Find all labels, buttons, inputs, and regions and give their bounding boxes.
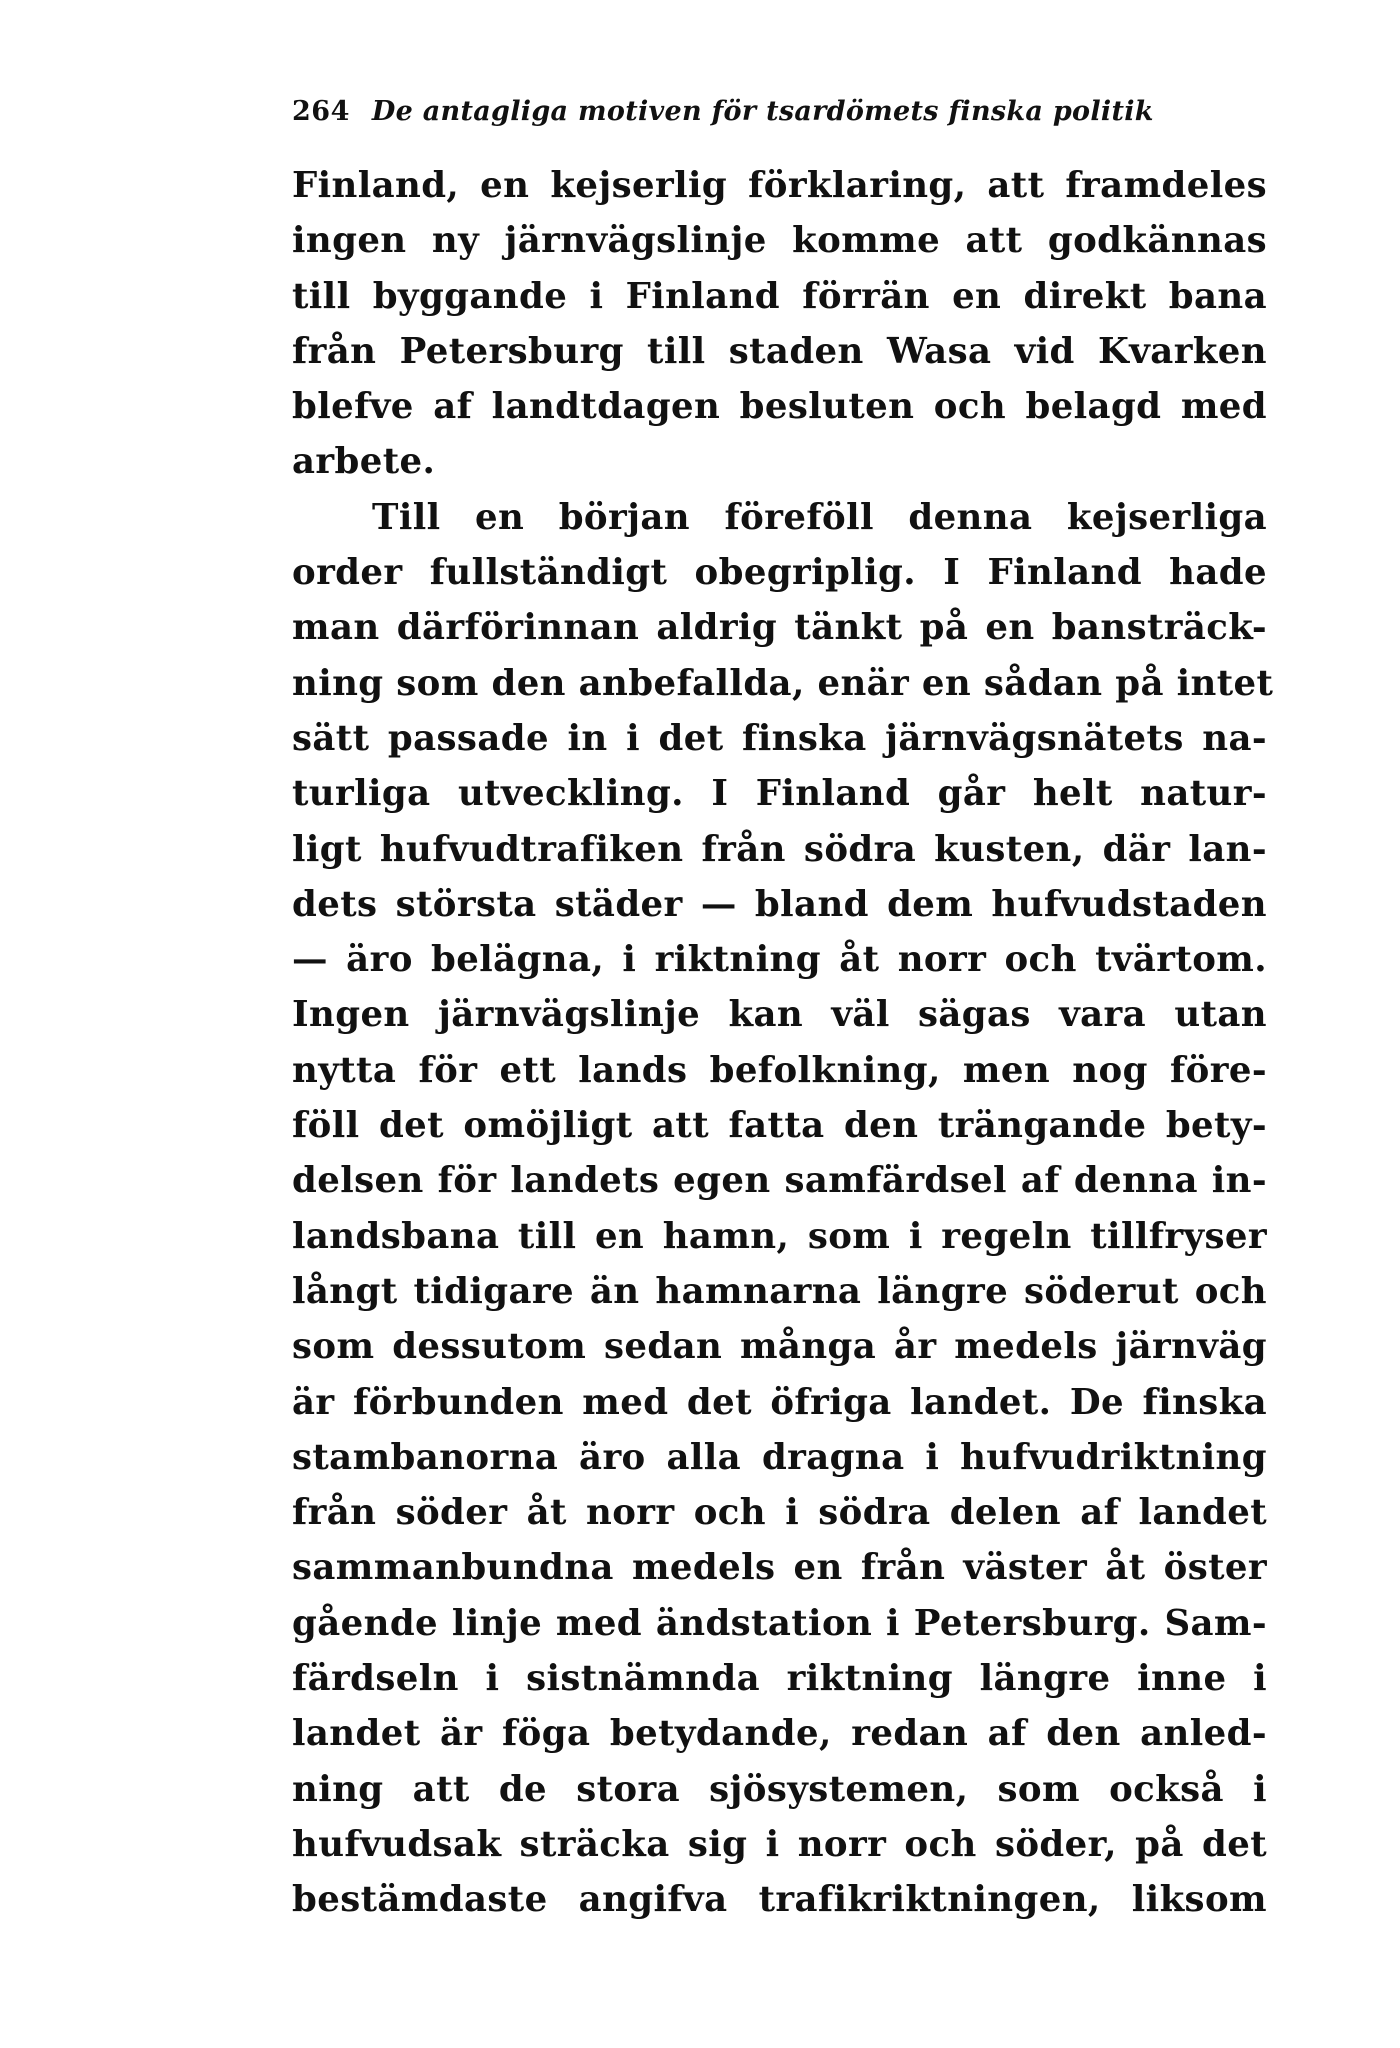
text-line: Ingen järnvägslinje kan väl sägas vara utan [292, 994, 1267, 1036]
text-line: bestämdaste angifva trafikriktningen, liksom [292, 1879, 1267, 1921]
text-line: — äro belägna, i riktning åt norr och tvärtom. [292, 939, 1267, 981]
text-line: föll det omöjligt att fatta den trängande bety- [292, 1105, 1267, 1147]
text-line: från söder åt norr och i södra delen af landet [292, 1492, 1267, 1534]
text-line: blefve af landtdagen besluten och belagd med [292, 386, 1267, 428]
text-line: till byggande i Finland förrän en direkt bana [292, 275, 1267, 317]
page-number: 264 [292, 96, 350, 127]
body-text [292, 158, 1274, 1928]
text-line: order fullständigt obegriplig. I Finland hade [292, 552, 1267, 594]
text-line: färdseln i sistnämnda riktning längre inne i [292, 1658, 1267, 1700]
text-line: sammanbundna medels en från väster åt öster [292, 1547, 1267, 1589]
text-line: hufvudsak sträcka sig i norr och söder, på det [292, 1823, 1267, 1865]
text-line: stambanorna äro alla dragna i hufvudriktning [292, 1436, 1267, 1478]
text-line: Finland, en kejserlig förklaring, att framdeles [292, 165, 1267, 206]
text-line: landsbana till en hamn, som i regeln tillfryser [292, 1215, 1267, 1257]
paragraph-start-line: Till en början föreföll denna kejserliga [372, 496, 1267, 538]
text-line: från Petersburg till staden Wasa vid Kvarken [292, 330, 1267, 372]
text-line: gående linje med ändstation i Petersburg. Sam- [292, 1602, 1267, 1644]
text-line: som dessutom sedan många år medels järnväg [292, 1326, 1267, 1368]
text-line: ligt hufvudtrafiken från södra kusten, där lan- [292, 828, 1267, 870]
text-line: landet är föga betydande, redan af den anled- [292, 1713, 1267, 1755]
text-line: man därförinnan aldrig tänkt på en bansträck- [292, 607, 1267, 649]
running-header [292, 96, 1267, 136]
text-line: sätt passade in i det finska järnvägsnätets na- [292, 717, 1267, 759]
running-title: De antagliga motiven för tsardömets finska politik [371, 96, 1154, 127]
text-line: nytta för ett lands befolkning, men nog före- [292, 1049, 1267, 1091]
text-line: långt tidigare än hamnarna längre söderut och [292, 1270, 1267, 1312]
text-line: turliga utveckling. I Finland går helt natur- [292, 773, 1267, 815]
text-line: ning som den anbefallda, enär en sådan på intet [292, 662, 1274, 704]
text-line: är förbunden med det öfriga landet. De finska [292, 1381, 1267, 1423]
text-line: delsen för landets egen samfärdsel af denna in- [292, 1160, 1267, 1202]
paragraph-end-line: arbete. [292, 441, 436, 483]
text-line: ning att de stora sjösystemen, som också i [292, 1768, 1267, 1810]
text-line: ingen ny järnvägslinje komme att godkännas [292, 220, 1267, 262]
text-line: dets största städer — bland dem hufvudstaden [292, 883, 1267, 925]
